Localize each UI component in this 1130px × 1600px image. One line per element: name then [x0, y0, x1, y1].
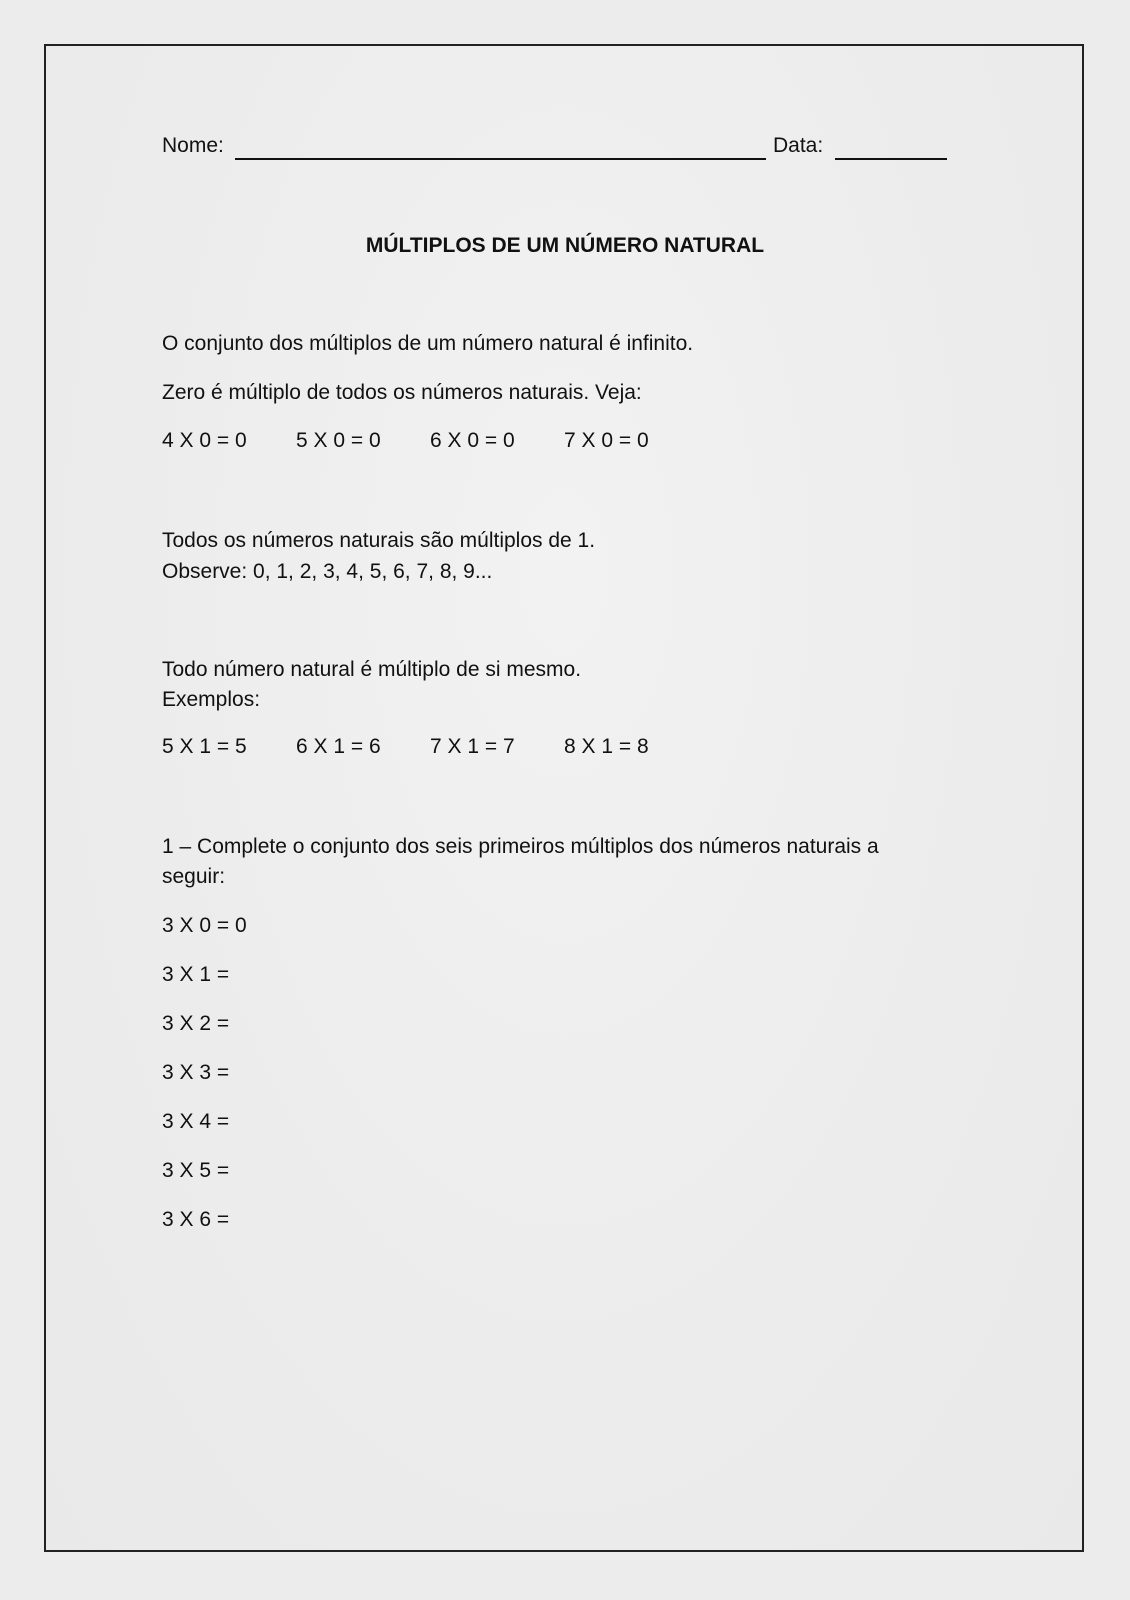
section-self-line-2: Exemplos: — [162, 688, 261, 711]
self-example: 7 X 1 = 7 — [430, 735, 515, 758]
page-title: MÚLTIPLOS DE UM NÚMERO NATURAL — [365, 234, 765, 257]
zero-example: 4 X 0 = 0 — [162, 429, 247, 452]
exercise-item[interactable]: 3 X 5 = — [162, 1159, 230, 1182]
zero-example: 5 X 0 = 0 — [296, 429, 381, 452]
zero-example: 6 X 0 = 0 — [430, 429, 515, 452]
exercise-prompt-line-2: seguir: — [162, 865, 226, 888]
self-examples-row — [162, 732, 649, 762]
exercise-item: 3 X 0 = 0 — [162, 914, 247, 937]
name-label: Nome: — [162, 134, 224, 157]
self-example: 6 X 1 = 6 — [296, 735, 381, 758]
section-self-line-1: Todo número natural é múltiplo de si mesmo. — [162, 658, 582, 681]
section-one-line-2: Observe: 0, 1, 2, 3, 4, 5, 6, 7, 8, 9... — [162, 560, 493, 583]
worksheet-page — [44, 44, 1084, 1552]
self-example: 5 X 1 = 5 — [162, 735, 247, 758]
zero-example: 7 X 0 = 0 — [564, 429, 649, 452]
exercise-item[interactable]: 3 X 4 = — [162, 1110, 230, 1133]
exercise-item[interactable]: 3 X 6 = — [162, 1208, 230, 1231]
name-blank-line[interactable] — [235, 158, 766, 160]
exercise-item[interactable]: 3 X 3 = — [162, 1061, 230, 1084]
section-one-line-1: Todos os números naturais são múltiplos de 1. — [162, 529, 596, 552]
exercise-item[interactable]: 3 X 1 = — [162, 963, 230, 986]
intro-line-1: O conjunto dos múltiplos de um número natural é infinito. — [162, 332, 694, 355]
intro-line-2: Zero é múltiplo de todos os números naturais. Veja: — [162, 381, 642, 404]
exercise-list — [162, 911, 247, 1254]
self-example: 8 X 1 = 8 — [564, 735, 649, 758]
zero-examples-row — [162, 426, 649, 456]
exercise-prompt-line-1: 1 – Complete o conjunto dos seis primeiros múltiplos dos números naturais a — [162, 835, 879, 858]
exercise-item[interactable]: 3 X 2 = — [162, 1012, 230, 1035]
header-fields — [162, 131, 947, 163]
date-label: Data: — [773, 134, 824, 157]
date-blank-line[interactable] — [835, 158, 947, 160]
